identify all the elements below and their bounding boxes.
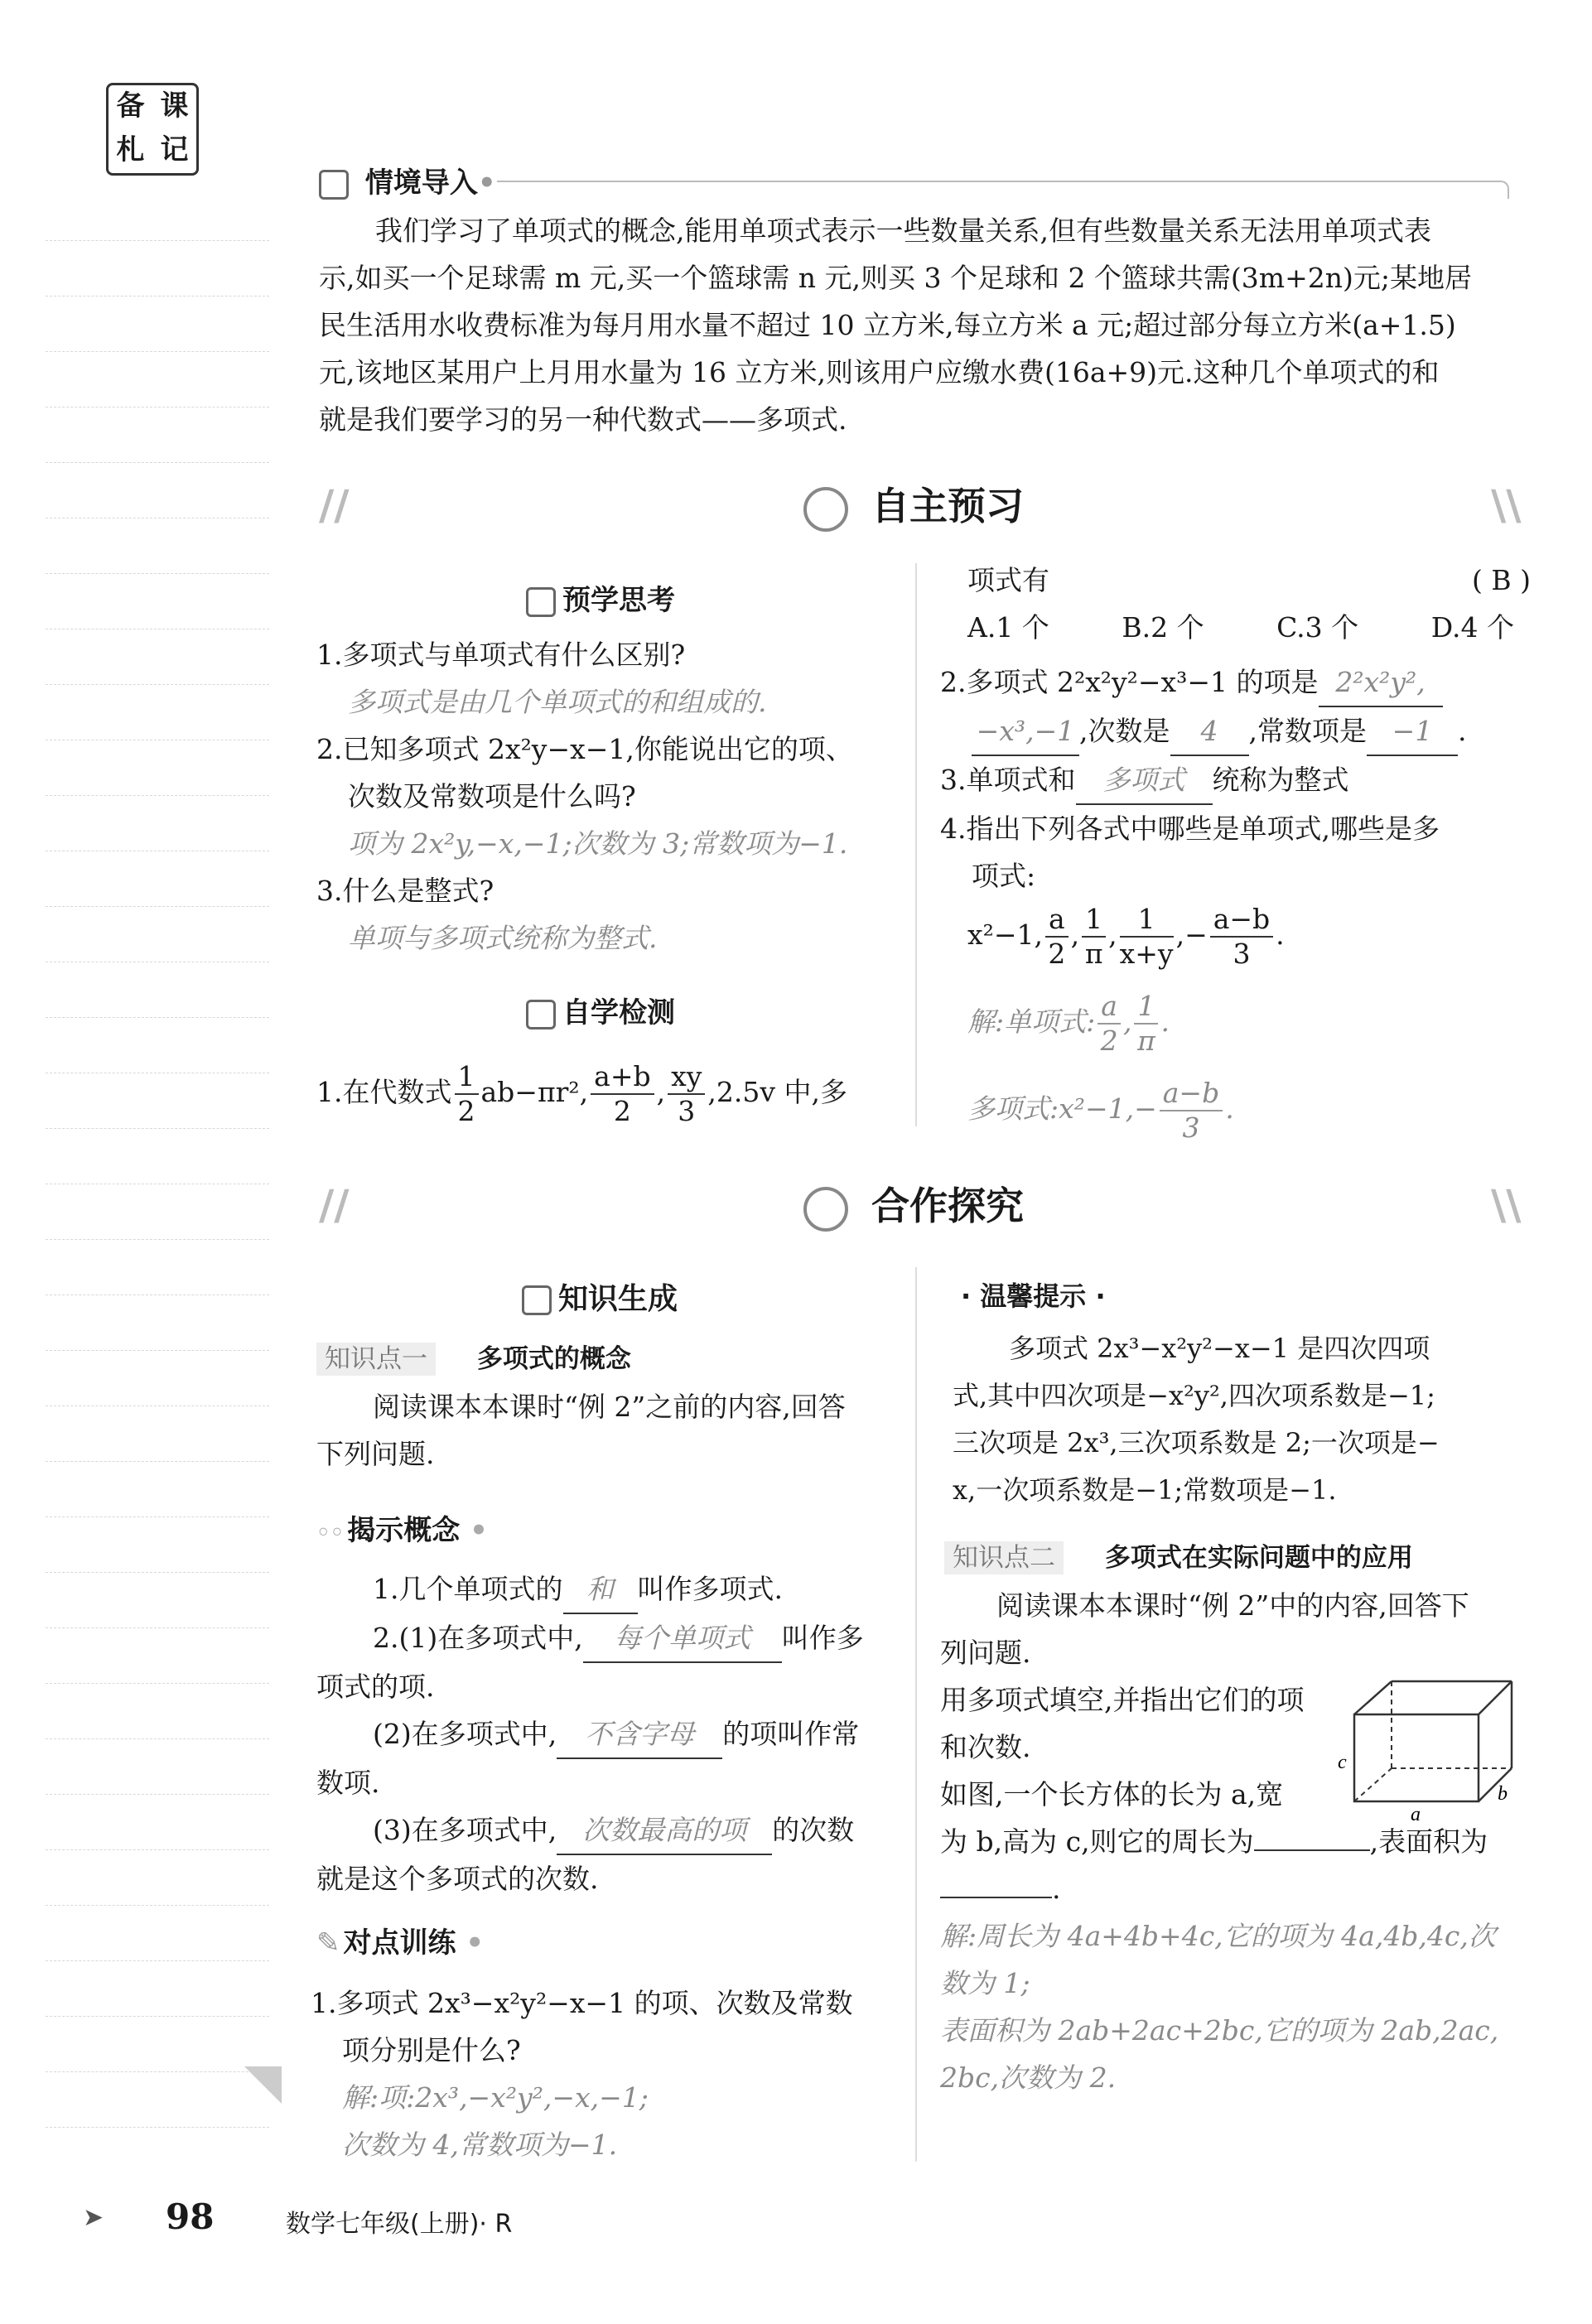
reveal-1-prefix: 1.几个单项式的: [373, 1573, 563, 1605]
intro-line: 示,如买一个足球需 m 元,买一个篮球需 n 元,则买 3 个足球和 2 个篮球共需(3m+2n)元;某地居: [319, 262, 1472, 294]
intro-heading-wrap: 情境导入•: [319, 160, 496, 200]
tip-line: 式,其中四次项是−x²y²,四次项系数是−1;: [953, 1380, 1435, 1411]
tip-line: 多项式 2x³−x²y²−x−1 是四次四项: [1009, 1333, 1430, 1364]
practice-question-cont: 项分别是什么?: [342, 2034, 521, 2066]
tip-block: [953, 1325, 1532, 1514]
think-block: [316, 631, 905, 962]
check-q1-answer: ( B ): [1472, 564, 1531, 596]
kp2-question: 如图,一个长方体的长为 a,宽: [940, 1778, 1284, 1811]
intro-line: 我们学习了单项式的概念,能用单项式表示一些数量关系,但有些数量关系无法用单项式表: [375, 215, 1431, 247]
think-title-wrap: [526, 577, 675, 618]
tip-title: · 温馨提示 ·: [961, 1280, 1106, 1312]
note-line: [46, 573, 269, 574]
corner-decoration: [244, 2066, 282, 2104]
kp2-question: 为 b,高为 c,则它的周长为: [940, 1825, 1254, 1858]
reveal-2-prefix: 2.(1)在多项式中,: [373, 1622, 583, 1654]
column-divider: [915, 563, 917, 1126]
slash-decoration: \\: [1491, 1180, 1522, 1229]
check-q2-mid: ,次数是: [1079, 715, 1170, 747]
option-b: B.2 个: [1122, 611, 1204, 644]
kp2-title: 多项式在实际问题中的应用: [1104, 1543, 1413, 1573]
reveal-4-blank: 次数最高的项: [557, 1806, 772, 1855]
check-q2-blank-2: 4: [1170, 707, 1249, 756]
kp2-question: 用多项式填空,并指出它们的项: [940, 1684, 1305, 1716]
kp2-answer: 解:周长为 4a+4b+4c,它的项为 4a,4b,4c,次: [940, 1920, 1496, 1952]
practice-block: [311, 1979, 911, 2168]
question-3: 3.什么是整式?: [316, 875, 494, 907]
preview-section-title: 自主预习: [871, 484, 1025, 528]
note-line: [46, 1849, 269, 1850]
check-q3-suffix: 统称为整式: [1212, 764, 1349, 796]
kp1-read-line: 下列问题.: [316, 1438, 435, 1470]
kp1-tag: 知识点一: [316, 1343, 436, 1376]
reveal-2-blank: 每个单项式: [583, 1614, 782, 1663]
note-line: [46, 1905, 269, 1906]
fraction-xy: $\frac{xy}{3}$: [668, 1060, 705, 1128]
check-q1-cont-text: 项式有: [967, 564, 1049, 596]
practice-question: 1.多项式 2x³−x²y²−x−1 的项、次数及常数: [311, 1987, 853, 2019]
practice-answer-1: 解:项:2x³,−x²y²,−x,−1;: [342, 2081, 649, 2114]
coop-section-title: 合作探究: [871, 1184, 1025, 1228]
reveal-1-suffix: 叫作多项式.: [637, 1573, 783, 1605]
gen-title-wrap: [522, 1275, 678, 1318]
note-line: [46, 1960, 269, 1961]
check-q4-cont: 项式:: [972, 860, 1036, 892]
note-stamp: [106, 83, 199, 176]
check-q2: 2.多项式 2²x²y²−x³−1 的项是 2²x²y², −x³,−1 ,次数是 4 ,常数项是 −1 . 3.单项式和 多项式 统称为整式 4.指出下列各式中哪些是单项式,哪些是多 项式:: [940, 658, 1528, 899]
kp2-question-end: .: [1052, 1873, 1061, 1905]
multi-label: 多项式:x²−1,−: [967, 1092, 1157, 1125]
practice-title-wrap: ✎ 对点训练 •: [316, 1926, 485, 1960]
kp2-question: 和次数.: [940, 1731, 1031, 1763]
check-q2-text: 2.多项式 2²x²y²−x³−1 的项是: [940, 666, 1319, 698]
check-q2-blank-3: −1: [1367, 707, 1458, 756]
note-line: [46, 1405, 269, 1406]
intro-rule: [497, 181, 1509, 199]
label-c: c: [1338, 1752, 1347, 1773]
note-line: [46, 1128, 269, 1129]
check-q1-suffix: ,2.5v 中,多: [707, 1076, 847, 1108]
check-q1: 1.在代数式 $\frac{1}{2}$ ab−πr², $\frac{a+b}{2}$ , $\frac{xy}{3}$ ,2.5v 中,多: [316, 1060, 847, 1127]
intro-heading: 情境导入: [364, 166, 478, 200]
note-line: [46, 1572, 269, 1573]
note-line: [46, 1516, 269, 1517]
option-d: D.4 个: [1430, 611, 1514, 644]
kp2-answer: 2bc,次数为 2.: [940, 2061, 1117, 2094]
check-q1-cont: [967, 557, 1531, 651]
stamp-char: 备: [116, 89, 145, 123]
pencil-icon: ✎: [316, 1926, 340, 1960]
fraction-half: $\frac{1}{2}$: [455, 1060, 479, 1128]
stamp-char: 记: [160, 133, 189, 166]
practice-title: 对点训练: [343, 1926, 456, 1960]
page-number: 98: [166, 2196, 215, 2237]
slash-decoration: \\: [1491, 480, 1522, 529]
gen-title: 知识生成: [558, 1282, 678, 1316]
note-line: [46, 2071, 269, 2072]
dots-icon: ◦◦: [316, 1521, 345, 1545]
check-icon: [526, 1000, 556, 1029]
reveal-3-blank: 不含字母: [557, 1710, 722, 1759]
question-1: 1.多项式与单项式有什么区别?: [316, 639, 686, 671]
check-q4-answer-single: 解:单项式: $\frac{a}{2}$ , $\frac{1}{\pi}$ .: [967, 990, 1170, 1057]
kp2-answer: 数为 1;: [940, 1967, 1030, 1999]
note-line: [46, 240, 269, 241]
tip-line: x,一次项系数是−1;常数项是−1.: [953, 1474, 1337, 1506]
note-line: [46, 2127, 269, 2128]
label-a: a: [1411, 1804, 1421, 1822]
reveal-3-prefix: (2)在多项式中,: [373, 1718, 557, 1750]
reveal-3-cont: 数项.: [316, 1767, 380, 1799]
reveal-title: 揭示概念: [347, 1514, 461, 1547]
footer-arrow-icon: ➤: [83, 2203, 104, 2232]
check-q1-prefix: 1.在代数式: [316, 1076, 452, 1108]
note-line: [46, 1461, 269, 1462]
kp2-tag: 知识点二: [944, 1541, 1064, 1574]
intro-text: [319, 207, 1520, 443]
check-q3-prefix: 3.单项式和: [940, 764, 1076, 796]
check-title: 自学检测: [562, 996, 675, 1029]
book-title: 数学七年级(上册)· R: [286, 2210, 513, 2239]
kp2-blank-perimeter: [1254, 1849, 1370, 1851]
reveal-2-cont: 项式的项.: [316, 1671, 435, 1703]
note-line: [46, 1794, 269, 1795]
cuboid-diagram: [1338, 1673, 1520, 1822]
option-c: C.3 个: [1276, 611, 1359, 644]
reveal-title-wrap: ◦◦ 揭示概念 •: [316, 1514, 488, 1547]
note-line: [46, 296, 269, 297]
kp2-read-line: 列问题.: [940, 1637, 1031, 1669]
reveal-1-blank: 和: [563, 1565, 638, 1614]
label-b: b: [1498, 1783, 1508, 1805]
check-q4-exprs: x²−1, $\frac{a}{2}$ , $\frac{1}{\pi}$ , $\frac{1}{x+y}$ ,− $\frac{a-b}{3}$ .: [967, 903, 1285, 970]
reveal-block: [316, 1565, 905, 1902]
kp1-header: [316, 1338, 631, 1375]
note-line: [46, 1627, 269, 1628]
note-line: [46, 1239, 269, 1240]
magnifier-icon: [803, 1187, 848, 1232]
chat-icon: [319, 170, 349, 200]
check-q1-mid: ab−πr²,: [480, 1076, 589, 1108]
reveal-3-suffix: 的项叫作常: [722, 1718, 860, 1750]
question-2-cont: 次数及常数项是什么吗?: [348, 780, 636, 812]
note-line: [46, 351, 269, 352]
reveal-4-suffix: 的次数: [772, 1814, 855, 1846]
check-title-wrap: [526, 990, 675, 1030]
kp1-read-line: 阅读课本本课时“例 2”之前的内容,回答: [373, 1391, 846, 1423]
slash-decoration: //: [319, 1180, 350, 1229]
note-line: [46, 462, 269, 463]
kp2-read: [940, 1582, 1537, 2101]
check-q4: 4.指出下列各式中哪些是单项式,哪些是多: [940, 812, 1440, 845]
intro-line: 民生活用水收费标准为每月用水量不超过 10 立方米,每立方米 a 元;超过部分每立方米(a+1.5): [319, 309, 1456, 341]
reveal-4-cont: 就是这个多项式的次数.: [316, 1863, 599, 1895]
kp2-read-line: 阅读课本本课时“例 2”中的内容,回答下: [996, 1589, 1469, 1622]
fraction-a-plus-b: $\frac{a+b}{2}$: [591, 1060, 654, 1128]
check-q3-blank: 多项式: [1076, 756, 1213, 805]
think-title: 预学思考: [562, 584, 675, 617]
preview-section-title-wrap: [803, 476, 1024, 532]
tip-line: 三次项是 2x³,三次项系数是 2;一次项是−: [953, 1427, 1440, 1459]
answer-1: 多项式是由几个单项式的和组成的.: [348, 686, 767, 718]
coop-section-title-wrap: [803, 1176, 1024, 1232]
kp2-question: ,表面积为: [1369, 1825, 1488, 1858]
kp1-title: 多项式的概念: [476, 1344, 631, 1374]
column-divider: [915, 1267, 917, 2162]
question-2: 2.已知多项式 2x²y−x−1,你能说出它的项、: [316, 733, 853, 765]
reveal-2-suffix: 叫作多: [781, 1622, 864, 1654]
intro-line: 元,该地区某用户上月用水量为 16 立方米,则该用户应缴水费(16a+9)元.这种几个单项式的和: [319, 356, 1440, 388]
kp2-answer: 表面积为 2ab+2ac+2bc,它的项为 2ab,2ac,: [940, 2014, 1499, 2047]
magnifier-icon: [803, 487, 848, 532]
notebook-icon: [522, 1285, 552, 1315]
book-icon: [526, 587, 556, 617]
slash-decoration: //: [319, 480, 350, 529]
note-line: [46, 1738, 269, 1739]
check-q2-mid2: ,常数项是: [1248, 715, 1367, 747]
check-q2-blank-1: 2²x²y²,: [1319, 658, 1443, 707]
kp2-header: [944, 1536, 1413, 1574]
stamp-char: 课: [160, 89, 189, 123]
answer-3: 单项与多项式统称为整式.: [348, 922, 658, 954]
note-line: [46, 795, 269, 796]
kp1-read: [316, 1383, 905, 1478]
single-label: 解:单项式:: [967, 1005, 1096, 1038]
note-line: [46, 906, 269, 907]
note-line: [46, 1350, 269, 1351]
check-q2-blank-1b: −x³,−1: [972, 707, 1079, 756]
note-line: [46, 1683, 269, 1684]
expr-x2-minus-1: x²−1,: [967, 919, 1043, 951]
note-line: [46, 2016, 269, 2017]
note-line: [46, 1017, 269, 1018]
practice-answer-2: 次数为 4,常数项为−1.: [342, 2129, 618, 2161]
check-q4-answer-multi: 多项式:x²−1,− $\frac{a-b}{3}$ .: [967, 1077, 1234, 1144]
kp2-blank-area: [940, 1897, 1052, 1898]
option-a: A.1 个: [967, 611, 1049, 644]
reveal-4-prefix: (3)在多项式中,: [373, 1814, 557, 1846]
answer-2: 项为 2x²y,−x,−1;次数为 3;常数项为−1.: [348, 827, 848, 860]
stamp-char: 札: [116, 133, 145, 166]
intro-line: 就是我们要学习的另一种代数式——多项式.: [319, 403, 847, 436]
note-line: [46, 684, 269, 685]
